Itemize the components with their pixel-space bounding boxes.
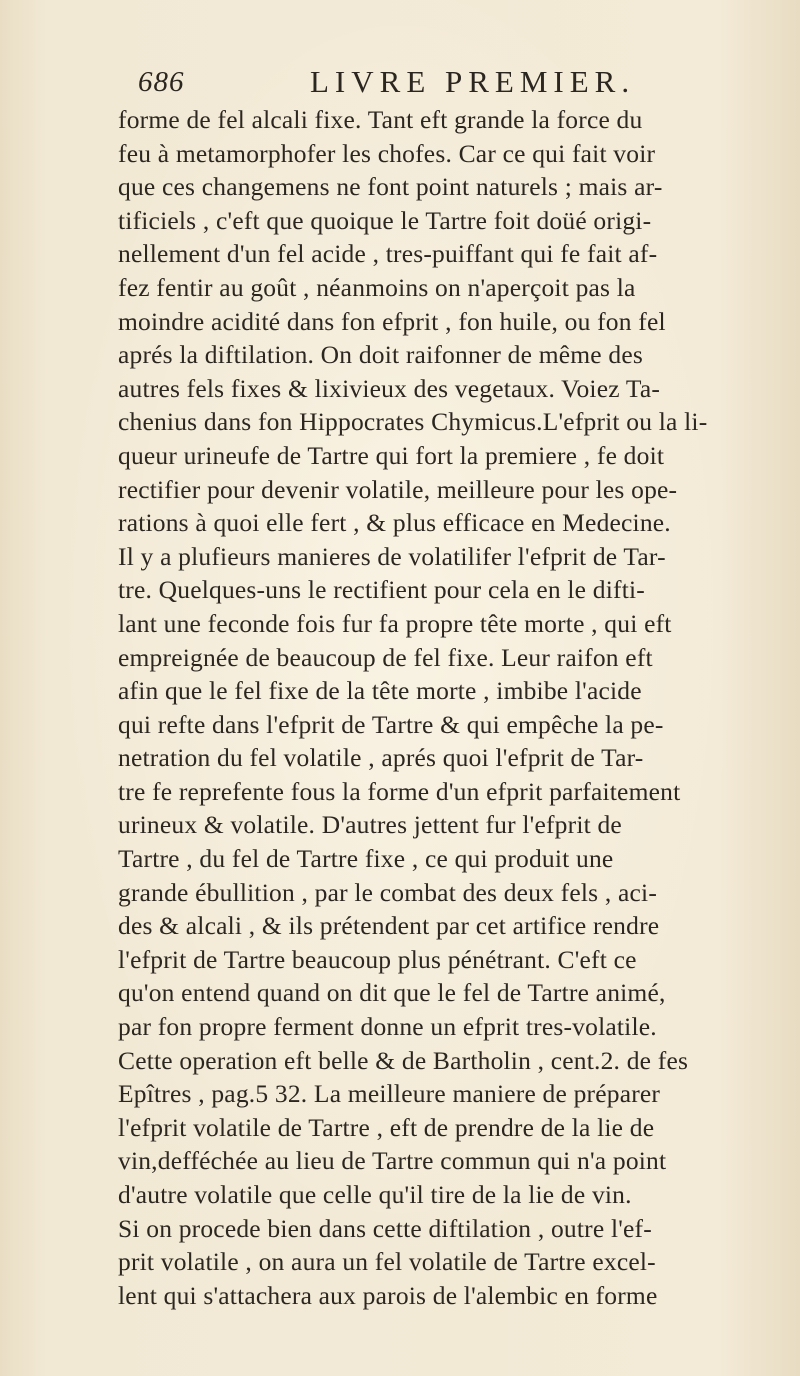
text-line: Epîtres , pag.5 32. La meilleure maniere de préparer — [118, 1079, 661, 1109]
text-line: Tartre , du fel de Tartre fixe , ce qui produit une — [118, 844, 614, 874]
text-line: moindre acidité dans fon efprit , fon huile, ou fon fel — [118, 306, 666, 336]
text-line: empreignée de beaucoup de fel fixe. Leur raifon eft — [118, 642, 653, 672]
text-line: que ces changemens ne font point naturels ; mais ar- — [118, 172, 663, 202]
text-line: grande ébullition , par le combat des deux fels , aci- — [118, 877, 658, 907]
text-line: prit volatile , on aura un fel volatile de Tartre excel- — [118, 1247, 656, 1277]
text-line: l'efprit volatile de Tartre , eft de prendre de la lie de — [118, 1112, 655, 1142]
text-line: Cette operation eft belle & de Bartholin , cent.2. de fes — [118, 1045, 689, 1075]
text-line: tificiels , c'eft que quoique le Tartre foit doüé origi- — [118, 205, 652, 235]
text-line: queur urineufe de Tartre qui fort la premiere , fe doit — [118, 440, 665, 470]
text-line: chenius dans fon Hippocrates Chymicus.L'efprit ou la li- — [118, 407, 708, 437]
text-line: l'efprit de Tartre beaucoup plus pénétrant. C'eft ce — [118, 944, 637, 974]
text-line: d'autre volatile que celle qu'il tire de la lie de vin. — [118, 1180, 632, 1209]
text-line: Si on procede bien dans cette diftilation , outre l'ef- — [118, 1213, 652, 1243]
text-line: autres fels fixes & lixivieux des vegetaux. Voiez Ta- — [118, 373, 661, 403]
text-line: lent qui s'attachera aux parois de l'alembic en forme — [118, 1280, 658, 1310]
text-line: nellement d'un fel acide , tres-puiffant qui fe fait af- — [118, 239, 658, 269]
text-line: qui refte dans l'efprit de Tartre & qui empêche la pe- — [118, 709, 664, 739]
text-line: feu à metamorphofer les chofes. Car ce qui fait voir — [118, 138, 656, 168]
text-line: netration du fel volatile , aprés quoi l'efprit de Tar- — [118, 743, 644, 773]
text-line: lant une feconde fois fur fa propre tête morte , qui eft — [118, 608, 672, 638]
page-number: 686 — [138, 66, 185, 98]
text-line: urineux & volatile. D'autres jettent fur l'efprit de — [118, 810, 622, 840]
text-line: forme de fel alcali fixe. Tant eft grande la force du — [118, 105, 643, 134]
text-line: afin que le fel fixe de la tête morte , imbibe l'acide — [118, 676, 642, 706]
text-line: vin,defféchée au lieu de Tartre commun qui n'a point — [118, 1146, 667, 1176]
text-line: tre. Quelques-uns le rectifient pour cela en le difti- — [118, 575, 645, 605]
text-line: Il y a plufieurs manieres de volatilifer l'efprit de Tar- — [118, 541, 666, 571]
running-head: LIVRE PREMIER. — [310, 64, 636, 99]
text-line: tre fe reprefente fous la forme d'un efprit parfaitement — [118, 776, 681, 806]
text-line: rations à quoi elle fert , & plus efficace en Medecine. — [118, 508, 671, 538]
body-text — [118, 103, 798, 1312]
text-line: fez fentir au goût , néanmoins on n'aperçoit pas la — [118, 272, 636, 302]
text-line: des & alcali , & ils prétendent par cet artifice rendre — [118, 911, 660, 941]
text-line: aprés la diftilation. On doit raifonner de même des — [118, 340, 643, 370]
text-line: qu'on entend quand on dit que le fel de Tartre animé, — [118, 978, 666, 1008]
text-line: rectifier pour devenir volatile, meilleure pour les ope- — [118, 474, 678, 504]
text-line: par fon propre ferment donne un efprit tres-volatile. — [118, 1012, 657, 1042]
